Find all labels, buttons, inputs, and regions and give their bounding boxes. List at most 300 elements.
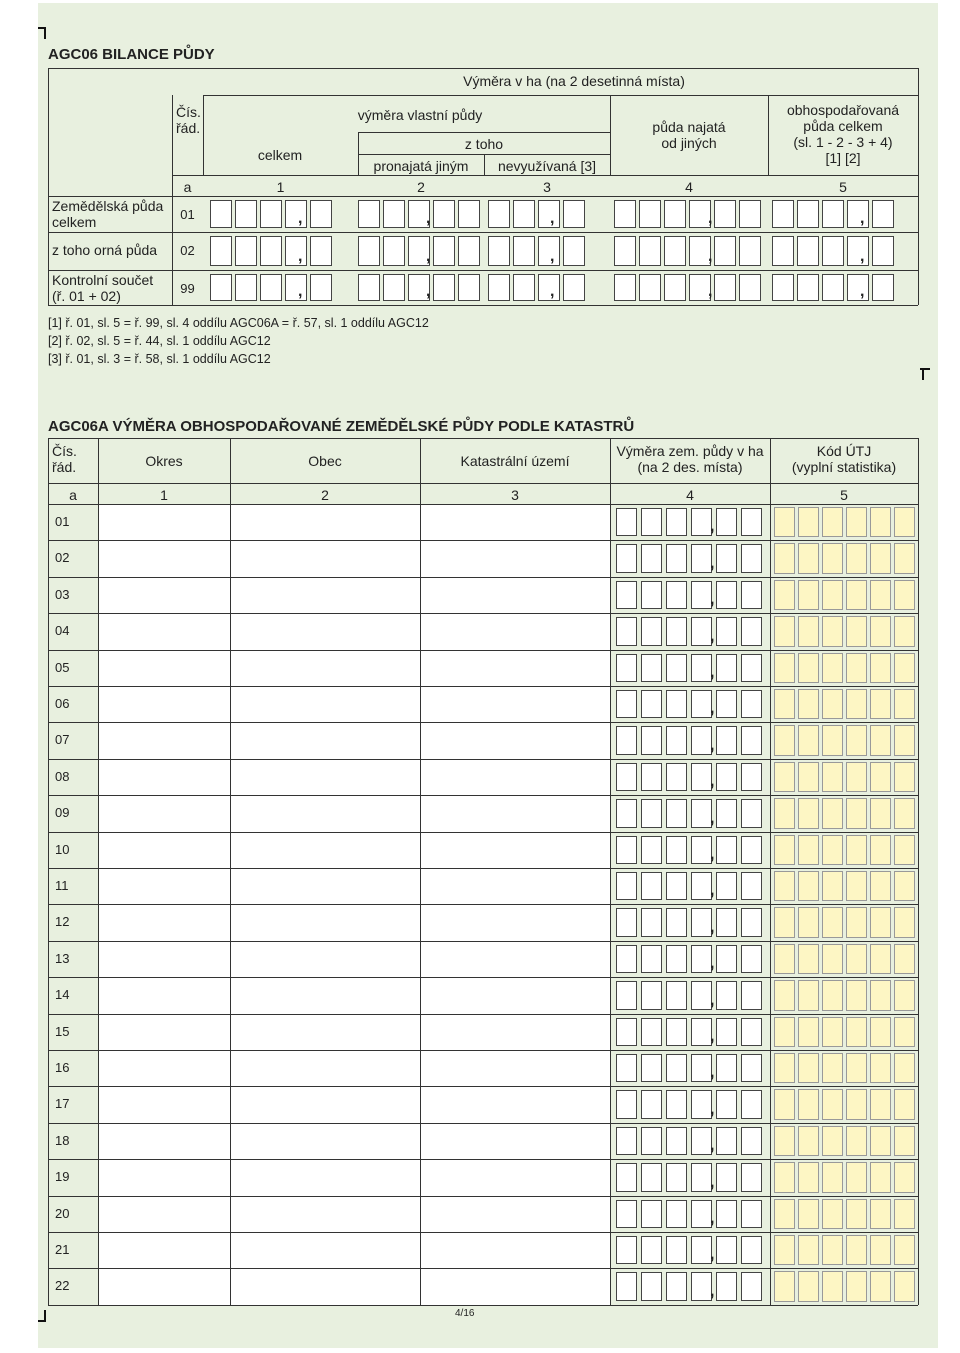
s2-code-digit-01[interactable] xyxy=(870,507,891,537)
s2-value-digit-19[interactable] xyxy=(641,1163,662,1191)
s2-code-digit-17[interactable] xyxy=(774,1089,795,1119)
s2-value-digit-09[interactable] xyxy=(691,799,715,827)
s2-code-digit-17[interactable] xyxy=(894,1089,915,1119)
s2-value-digit-06[interactable] xyxy=(641,690,662,718)
s2-value-digit-02[interactable] xyxy=(641,544,662,572)
s2-value-digit-08[interactable] xyxy=(691,763,715,791)
s2-obec-field-21[interactable] xyxy=(231,1233,420,1268)
s2-obec-field-13[interactable] xyxy=(231,942,420,977)
s2-value-digit-16[interactable] xyxy=(666,1054,687,1082)
s2-code-digit-16[interactable] xyxy=(846,1053,867,1083)
s2-okres-field-09[interactable] xyxy=(99,796,230,831)
s2-value-digit-02[interactable] xyxy=(691,544,715,572)
s2-value-digit-03[interactable] xyxy=(691,581,715,609)
s2-code-digit-12[interactable] xyxy=(774,907,795,937)
s2-value-digit-04[interactable] xyxy=(741,617,762,645)
s2-value-digit-11[interactable] xyxy=(641,872,662,900)
s2-code-digit-03[interactable] xyxy=(894,580,915,610)
s2-okres-field-19[interactable] xyxy=(99,1160,230,1195)
s2-code-digit-02[interactable] xyxy=(894,543,915,573)
s2-value-digit-13[interactable] xyxy=(641,945,662,973)
s2-value-digit-10[interactable] xyxy=(691,836,715,864)
s2-code-digit-07[interactable] xyxy=(822,725,843,755)
s2-code-digit-20[interactable] xyxy=(846,1199,867,1229)
s2-obec-field-08[interactable] xyxy=(231,760,420,795)
s2-value-digit-06[interactable] xyxy=(716,690,737,718)
s2-value-digit-08[interactable] xyxy=(716,763,737,791)
s2-code-digit-15[interactable] xyxy=(798,1017,819,1047)
digit-box-row01-col5[interactable] xyxy=(847,200,869,228)
s2-code-digit-11[interactable] xyxy=(846,871,867,901)
s2-value-digit-09[interactable] xyxy=(741,799,762,827)
s2-obec-field-16[interactable] xyxy=(231,1051,420,1086)
s2-value-digit-10[interactable] xyxy=(666,836,687,864)
s2-value-digit-18[interactable] xyxy=(616,1127,637,1155)
s2-code-digit-19[interactable] xyxy=(822,1162,843,1192)
s2-katastr-field-11[interactable] xyxy=(421,869,610,904)
s2-code-digit-06[interactable] xyxy=(822,689,843,719)
s2-code-digit-05[interactable] xyxy=(774,653,795,683)
digit-box-row01-col4[interactable] xyxy=(739,200,761,228)
s2-okres-field-12[interactable] xyxy=(99,905,230,940)
s2-value-digit-05[interactable] xyxy=(741,654,762,682)
s2-code-digit-09[interactable] xyxy=(846,798,867,828)
s2-value-digit-10[interactable] xyxy=(741,836,762,864)
s2-value-digit-10[interactable] xyxy=(616,836,637,864)
s2-code-digit-11[interactable] xyxy=(798,871,819,901)
digit-box-row02-col3[interactable] xyxy=(538,236,560,266)
s2-obec-field-05[interactable] xyxy=(231,651,420,686)
digit-box-row02-col5[interactable] xyxy=(872,236,894,266)
s2-value-digit-15[interactable] xyxy=(691,1018,715,1046)
s2-value-digit-06[interactable] xyxy=(741,690,762,718)
s2-value-digit-12[interactable] xyxy=(716,908,737,936)
s2-obec-field-15[interactable] xyxy=(231,1015,420,1050)
s2-value-digit-18[interactable] xyxy=(641,1127,662,1155)
s2-code-digit-04[interactable] xyxy=(870,616,891,646)
s2-value-digit-17[interactable] xyxy=(691,1090,715,1118)
digit-box-row99-col2[interactable] xyxy=(433,274,455,301)
digit-box-row01-col4[interactable] xyxy=(614,200,636,228)
s2-code-digit-16[interactable] xyxy=(798,1053,819,1083)
s2-obec-field-22[interactable] xyxy=(231,1269,420,1304)
s2-code-digit-18[interactable] xyxy=(822,1126,843,1156)
s2-code-digit-22[interactable] xyxy=(894,1271,915,1301)
digit-box-row01-col2[interactable] xyxy=(383,200,405,228)
s2-code-digit-15[interactable] xyxy=(894,1017,915,1047)
s2-code-digit-13[interactable] xyxy=(774,944,795,974)
s2-value-digit-19[interactable] xyxy=(666,1163,687,1191)
s2-okres-field-15[interactable] xyxy=(99,1015,230,1050)
s2-katastr-field-14[interactable] xyxy=(421,978,610,1013)
digit-box-row02-col5[interactable] xyxy=(847,236,869,266)
s2-value-digit-09[interactable] xyxy=(716,799,737,827)
s2-code-digit-01[interactable] xyxy=(822,507,843,537)
s2-value-digit-05[interactable] xyxy=(666,654,687,682)
s2-code-digit-22[interactable] xyxy=(798,1271,819,1301)
s2-code-digit-18[interactable] xyxy=(774,1126,795,1156)
s2-code-digit-13[interactable] xyxy=(798,944,819,974)
s2-code-digit-11[interactable] xyxy=(870,871,891,901)
digit-box-row01-col3[interactable] xyxy=(538,200,560,228)
s2-value-digit-12[interactable] xyxy=(616,908,637,936)
s2-value-digit-20[interactable] xyxy=(666,1200,687,1228)
s2-obec-field-06[interactable] xyxy=(231,687,420,722)
s2-okres-field-04[interactable] xyxy=(99,614,230,649)
s2-katastr-field-05[interactable] xyxy=(421,651,610,686)
s2-value-digit-06[interactable] xyxy=(616,690,637,718)
s2-value-digit-14[interactable] xyxy=(741,981,762,1009)
s2-code-digit-05[interactable] xyxy=(846,653,867,683)
s2-value-digit-22[interactable] xyxy=(616,1272,637,1300)
s2-code-digit-19[interactable] xyxy=(846,1162,867,1192)
s2-value-digit-12[interactable] xyxy=(666,908,687,936)
s2-code-digit-22[interactable] xyxy=(822,1271,843,1301)
digit-box-row02-col4[interactable] xyxy=(614,236,636,266)
digit-box-row02-col4[interactable] xyxy=(714,236,736,266)
digit-box-row01-col3[interactable] xyxy=(513,200,535,228)
s2-value-digit-19[interactable] xyxy=(741,1163,762,1191)
s2-okres-field-22[interactable] xyxy=(99,1269,230,1304)
s2-code-digit-21[interactable] xyxy=(894,1235,915,1265)
s2-katastr-field-03[interactable] xyxy=(421,578,610,613)
s2-obec-field-03[interactable] xyxy=(231,578,420,613)
s2-value-digit-17[interactable] xyxy=(716,1090,737,1118)
s2-value-digit-11[interactable] xyxy=(666,872,687,900)
s2-code-digit-19[interactable] xyxy=(774,1162,795,1192)
s2-value-digit-15[interactable] xyxy=(666,1018,687,1046)
s2-value-digit-07[interactable] xyxy=(616,726,637,754)
digit-box-row99-col1[interactable] xyxy=(235,274,257,301)
s2-obec-field-04[interactable] xyxy=(231,614,420,649)
s2-code-digit-15[interactable] xyxy=(870,1017,891,1047)
s2-okres-field-02[interactable] xyxy=(99,541,230,576)
s2-value-digit-03[interactable] xyxy=(616,581,637,609)
digit-box-row02-col2[interactable] xyxy=(358,236,380,266)
s2-value-digit-16[interactable] xyxy=(616,1054,637,1082)
s2-code-digit-08[interactable] xyxy=(894,762,915,792)
s2-code-digit-02[interactable] xyxy=(798,543,819,573)
s2-code-digit-19[interactable] xyxy=(870,1162,891,1192)
s2-code-digit-17[interactable] xyxy=(870,1089,891,1119)
s2-katastr-field-19[interactable] xyxy=(421,1160,610,1195)
s2-value-digit-06[interactable] xyxy=(666,690,687,718)
digit-box-row99-col5[interactable] xyxy=(772,274,794,301)
s2-value-digit-14[interactable] xyxy=(691,981,715,1009)
s2-code-digit-04[interactable] xyxy=(894,616,915,646)
s2-value-digit-19[interactable] xyxy=(691,1163,715,1191)
s2-value-digit-20[interactable] xyxy=(616,1200,637,1228)
s2-value-digit-16[interactable] xyxy=(641,1054,662,1082)
s2-katastr-field-06[interactable] xyxy=(421,687,610,722)
s2-code-digit-20[interactable] xyxy=(774,1199,795,1229)
s2-value-digit-22[interactable] xyxy=(691,1272,715,1300)
s2-code-digit-14[interactable] xyxy=(774,980,795,1010)
s2-value-digit-21[interactable] xyxy=(741,1236,762,1264)
s2-code-digit-12[interactable] xyxy=(822,907,843,937)
s2-value-digit-19[interactable] xyxy=(616,1163,637,1191)
s2-obec-field-14[interactable] xyxy=(231,978,420,1013)
s2-value-digit-12[interactable] xyxy=(741,908,762,936)
s2-code-digit-06[interactable] xyxy=(870,689,891,719)
s2-value-digit-07[interactable] xyxy=(666,726,687,754)
s2-value-digit-03[interactable] xyxy=(666,581,687,609)
s2-code-digit-15[interactable] xyxy=(822,1017,843,1047)
s2-katastr-field-10[interactable] xyxy=(421,833,610,868)
s2-code-digit-19[interactable] xyxy=(798,1162,819,1192)
s2-value-digit-05[interactable] xyxy=(641,654,662,682)
s2-value-digit-22[interactable] xyxy=(716,1272,737,1300)
s2-code-digit-08[interactable] xyxy=(822,762,843,792)
s2-okres-field-16[interactable] xyxy=(99,1051,230,1086)
s2-code-digit-03[interactable] xyxy=(822,580,843,610)
s2-value-digit-02[interactable] xyxy=(741,544,762,572)
digit-box-row02-col4[interactable] xyxy=(664,236,686,266)
s2-code-digit-06[interactable] xyxy=(846,689,867,719)
s2-katastr-field-22[interactable] xyxy=(421,1269,610,1304)
s2-value-digit-14[interactable] xyxy=(666,981,687,1009)
s2-value-digit-18[interactable] xyxy=(741,1127,762,1155)
digit-box-row99-col1[interactable] xyxy=(310,274,332,301)
s2-code-digit-09[interactable] xyxy=(870,798,891,828)
s2-code-digit-09[interactable] xyxy=(774,798,795,828)
s2-okres-field-20[interactable] xyxy=(99,1197,230,1232)
s2-value-digit-18[interactable] xyxy=(691,1127,715,1155)
s2-value-digit-03[interactable] xyxy=(641,581,662,609)
s2-code-digit-05[interactable] xyxy=(822,653,843,683)
s2-code-digit-07[interactable] xyxy=(798,725,819,755)
digit-box-row01-col1[interactable] xyxy=(285,200,307,228)
digit-box-row99-col3[interactable] xyxy=(488,274,510,301)
digit-box-row99-col4[interactable] xyxy=(714,274,736,301)
s2-value-digit-09[interactable] xyxy=(666,799,687,827)
s2-code-digit-01[interactable] xyxy=(798,507,819,537)
s2-code-digit-15[interactable] xyxy=(774,1017,795,1047)
s2-value-digit-08[interactable] xyxy=(741,763,762,791)
s2-value-digit-22[interactable] xyxy=(741,1272,762,1300)
digit-box-row02-col2[interactable] xyxy=(433,236,455,266)
s2-code-digit-10[interactable] xyxy=(894,835,915,865)
s2-katastr-field-20[interactable] xyxy=(421,1197,610,1232)
s2-code-digit-03[interactable] xyxy=(846,580,867,610)
s2-code-digit-14[interactable] xyxy=(822,980,843,1010)
s2-value-digit-17[interactable] xyxy=(616,1090,637,1118)
s2-value-digit-18[interactable] xyxy=(666,1127,687,1155)
s2-value-digit-11[interactable] xyxy=(741,872,762,900)
s2-code-digit-20[interactable] xyxy=(822,1199,843,1229)
digit-box-row02-col1[interactable] xyxy=(310,236,332,266)
s2-okres-field-18[interactable] xyxy=(99,1124,230,1159)
digit-box-row02-col3[interactable] xyxy=(488,236,510,266)
s2-code-digit-12[interactable] xyxy=(798,907,819,937)
s2-value-digit-01[interactable] xyxy=(691,508,715,536)
s2-okres-field-06[interactable] xyxy=(99,687,230,722)
s2-katastr-field-18[interactable] xyxy=(421,1124,610,1159)
s2-code-digit-01[interactable] xyxy=(894,507,915,537)
s2-code-digit-11[interactable] xyxy=(822,871,843,901)
s2-code-digit-04[interactable] xyxy=(774,616,795,646)
s2-code-digit-07[interactable] xyxy=(870,725,891,755)
s2-code-digit-18[interactable] xyxy=(846,1126,867,1156)
s2-value-digit-07[interactable] xyxy=(641,726,662,754)
s2-obec-field-02[interactable] xyxy=(231,541,420,576)
s2-value-digit-03[interactable] xyxy=(716,581,737,609)
s2-value-digit-20[interactable] xyxy=(641,1200,662,1228)
s2-katastr-field-01[interactable] xyxy=(421,505,610,540)
s2-value-digit-21[interactable] xyxy=(716,1236,737,1264)
s2-katastr-field-02[interactable] xyxy=(421,541,610,576)
digit-box-row02-col1[interactable] xyxy=(285,236,307,266)
s2-value-digit-01[interactable] xyxy=(716,508,737,536)
digit-box-row01-col1[interactable] xyxy=(260,200,282,228)
s2-katastr-field-08[interactable] xyxy=(421,760,610,795)
s2-code-digit-08[interactable] xyxy=(870,762,891,792)
s2-value-digit-08[interactable] xyxy=(641,763,662,791)
s2-code-digit-20[interactable] xyxy=(798,1199,819,1229)
digit-box-row99-col3[interactable] xyxy=(513,274,535,301)
s2-code-digit-10[interactable] xyxy=(798,835,819,865)
s2-obec-field-19[interactable] xyxy=(231,1160,420,1195)
s2-value-digit-17[interactable] xyxy=(666,1090,687,1118)
s2-value-digit-10[interactable] xyxy=(716,836,737,864)
s2-code-digit-06[interactable] xyxy=(774,689,795,719)
digit-box-row99-col5[interactable] xyxy=(822,274,844,301)
s2-code-digit-12[interactable] xyxy=(870,907,891,937)
s2-code-digit-21[interactable] xyxy=(870,1235,891,1265)
s2-code-digit-08[interactable] xyxy=(846,762,867,792)
s2-code-digit-13[interactable] xyxy=(870,944,891,974)
s2-value-digit-02[interactable] xyxy=(716,544,737,572)
s2-okres-field-10[interactable] xyxy=(99,833,230,868)
digit-box-row02-col4[interactable] xyxy=(639,236,661,266)
s2-value-digit-14[interactable] xyxy=(641,981,662,1009)
s2-code-digit-21[interactable] xyxy=(822,1235,843,1265)
s2-value-digit-04[interactable] xyxy=(716,617,737,645)
s2-value-digit-21[interactable] xyxy=(666,1236,687,1264)
s2-code-digit-11[interactable] xyxy=(774,871,795,901)
s2-code-digit-17[interactable] xyxy=(822,1089,843,1119)
s2-value-digit-08[interactable] xyxy=(666,763,687,791)
s2-obec-field-18[interactable] xyxy=(231,1124,420,1159)
digit-box-row01-col1[interactable] xyxy=(310,200,332,228)
s2-value-digit-07[interactable] xyxy=(691,726,715,754)
digit-box-row99-col4[interactable] xyxy=(739,274,761,301)
s2-value-digit-10[interactable] xyxy=(641,836,662,864)
s2-value-digit-17[interactable] xyxy=(641,1090,662,1118)
digit-box-row01-col3[interactable] xyxy=(488,200,510,228)
s2-obec-field-01[interactable] xyxy=(231,505,420,540)
s2-value-digit-04[interactable] xyxy=(666,617,687,645)
digit-box-row99-col1[interactable] xyxy=(260,274,282,301)
s2-value-digit-12[interactable] xyxy=(641,908,662,936)
s2-code-digit-17[interactable] xyxy=(798,1089,819,1119)
digit-box-row02-col1[interactable] xyxy=(235,236,257,266)
s2-code-digit-03[interactable] xyxy=(870,580,891,610)
s2-value-digit-20[interactable] xyxy=(691,1200,715,1228)
s2-code-digit-08[interactable] xyxy=(798,762,819,792)
s2-code-digit-02[interactable] xyxy=(822,543,843,573)
digit-box-row99-col2[interactable] xyxy=(383,274,405,301)
s2-okres-field-11[interactable] xyxy=(99,869,230,904)
s2-code-digit-12[interactable] xyxy=(894,907,915,937)
s2-obec-field-07[interactable] xyxy=(231,723,420,758)
digit-box-row01-col5[interactable] xyxy=(797,200,819,228)
digit-box-row01-col4[interactable] xyxy=(714,200,736,228)
s2-code-digit-16[interactable] xyxy=(870,1053,891,1083)
s2-code-digit-09[interactable] xyxy=(798,798,819,828)
digit-box-row02-col2[interactable] xyxy=(458,236,480,266)
s2-okres-field-03[interactable] xyxy=(99,578,230,613)
s2-value-digit-11[interactable] xyxy=(691,872,715,900)
s2-value-digit-22[interactable] xyxy=(666,1272,687,1300)
s2-katastr-field-09[interactable] xyxy=(421,796,610,831)
s2-value-digit-16[interactable] xyxy=(691,1054,715,1082)
s2-code-digit-14[interactable] xyxy=(846,980,867,1010)
s2-obec-field-11[interactable] xyxy=(231,869,420,904)
s2-value-digit-11[interactable] xyxy=(616,872,637,900)
s2-code-digit-18[interactable] xyxy=(894,1126,915,1156)
s2-okres-field-01[interactable] xyxy=(99,505,230,540)
digit-box-row01-col2[interactable] xyxy=(458,200,480,228)
s2-obec-field-10[interactable] xyxy=(231,833,420,868)
s2-obec-field-20[interactable] xyxy=(231,1197,420,1232)
s2-code-digit-13[interactable] xyxy=(894,944,915,974)
s2-value-digit-04[interactable] xyxy=(691,617,715,645)
s2-value-digit-12[interactable] xyxy=(691,908,715,936)
s2-value-digit-13[interactable] xyxy=(666,945,687,973)
digit-box-row99-col4[interactable] xyxy=(664,274,686,301)
s2-code-digit-10[interactable] xyxy=(846,835,867,865)
digit-box-row01-col1[interactable] xyxy=(235,200,257,228)
s2-value-digit-16[interactable] xyxy=(716,1054,737,1082)
digit-box-row01-col4[interactable] xyxy=(639,200,661,228)
s2-code-digit-22[interactable] xyxy=(774,1271,795,1301)
digit-box-row99-col1[interactable] xyxy=(285,274,307,301)
s2-code-digit-16[interactable] xyxy=(774,1053,795,1083)
s2-katastr-field-17[interactable] xyxy=(421,1087,610,1122)
s2-katastr-field-12[interactable] xyxy=(421,905,610,940)
digit-box-row01-col5[interactable] xyxy=(872,200,894,228)
s2-katastr-field-13[interactable] xyxy=(421,942,610,977)
s2-code-digit-07[interactable] xyxy=(846,725,867,755)
s2-code-digit-06[interactable] xyxy=(798,689,819,719)
s2-value-digit-14[interactable] xyxy=(716,981,737,1009)
s2-code-digit-02[interactable] xyxy=(774,543,795,573)
s2-okres-field-05[interactable] xyxy=(99,651,230,686)
s2-value-digit-15[interactable] xyxy=(641,1018,662,1046)
s2-value-digit-15[interactable] xyxy=(716,1018,737,1046)
s2-code-digit-01[interactable] xyxy=(846,507,867,537)
s2-code-digit-06[interactable] xyxy=(894,689,915,719)
s2-value-digit-05[interactable] xyxy=(716,654,737,682)
s2-obec-field-17[interactable] xyxy=(231,1087,420,1122)
s2-okres-field-14[interactable] xyxy=(99,978,230,1013)
s2-value-digit-20[interactable] xyxy=(741,1200,762,1228)
s2-code-digit-05[interactable] xyxy=(798,653,819,683)
s2-value-digit-15[interactable] xyxy=(616,1018,637,1046)
s2-value-digit-06[interactable] xyxy=(691,690,715,718)
digit-box-row02-col2[interactable] xyxy=(383,236,405,266)
s2-value-digit-19[interactable] xyxy=(716,1163,737,1191)
s2-okres-field-08[interactable] xyxy=(99,760,230,795)
digit-box-row01-col2[interactable] xyxy=(433,200,455,228)
s2-code-digit-10[interactable] xyxy=(870,835,891,865)
digit-box-row02-col1[interactable] xyxy=(210,236,232,266)
s2-code-digit-14[interactable] xyxy=(870,980,891,1010)
s2-value-digit-01[interactable] xyxy=(641,508,662,536)
digit-box-row02-col1[interactable] xyxy=(260,236,282,266)
s2-value-digit-01[interactable] xyxy=(741,508,762,536)
